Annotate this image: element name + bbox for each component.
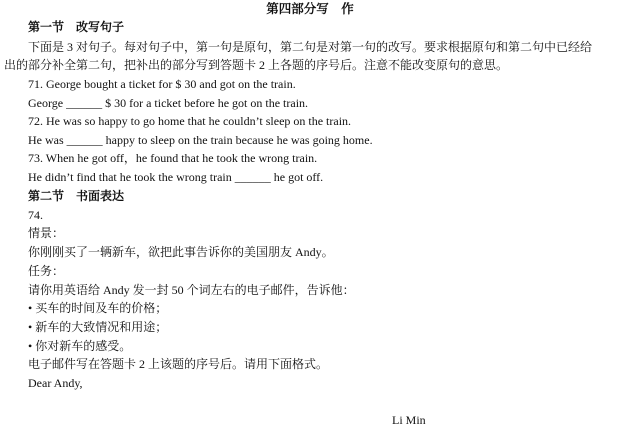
bullet-item: • 你对新车的感受。 xyxy=(28,339,132,353)
situation-text: 你刚刚买了一辆新车，欲把此事告诉你的美国朋友 Andy。 xyxy=(28,245,334,259)
letter-signature: Li Min xyxy=(392,413,426,427)
letter-greeting: Dear Andy, xyxy=(28,376,83,390)
item-73-rewrite: He didn’t find that he took the wrong train ______ he got off. xyxy=(28,170,324,184)
item-72-rewrite: He was ______ happy to sleep on the train because he was going home. xyxy=(28,133,373,147)
bullet-item: • 买车的时间及车的价格； xyxy=(28,301,168,315)
task-label: 任务： xyxy=(28,264,65,278)
task-text: 请你用英语给 Andy 发一封 50 个词左右的电子邮件，告诉他： xyxy=(28,283,355,297)
section1-heading: 第一节 改写句子 xyxy=(28,20,125,34)
page-title: 第四部分写 作 xyxy=(266,2,354,16)
bullet-item: • 新车的大致情况和用途； xyxy=(28,320,168,334)
item-73-original: 73. When he got off，he found that he took the wrong train. xyxy=(28,151,318,165)
item-71-original: 71. George bought a ticket for $ 30 and got on the train. xyxy=(28,77,296,91)
section1-intro-line1: 下面是 3 对句子。每对句子中，第一句是原句，第二句是对第一句的改写。要求根据原句和第二句中已经给 xyxy=(28,40,593,54)
item-71-rewrite: George ______ $ 30 for a ticket before he got on the train. xyxy=(28,96,309,110)
situation-label: 情景： xyxy=(28,226,65,240)
section1-intro-line2: 出的部分补全第二句，把补出的部分写到答题卡 2 上各题的序号后。注意不能改变原句的意思。 xyxy=(4,58,509,72)
item-74-number: 74. xyxy=(28,208,43,222)
section2-heading: 第二节 书面表达 xyxy=(28,189,125,203)
item-72-original: 72. He was so happy to go home that he couldn’t sleep on the train. xyxy=(28,114,352,128)
format-note: 电子邮件写在答题卡 2 上该题的序号后。请用下面格式。 xyxy=(28,357,329,371)
